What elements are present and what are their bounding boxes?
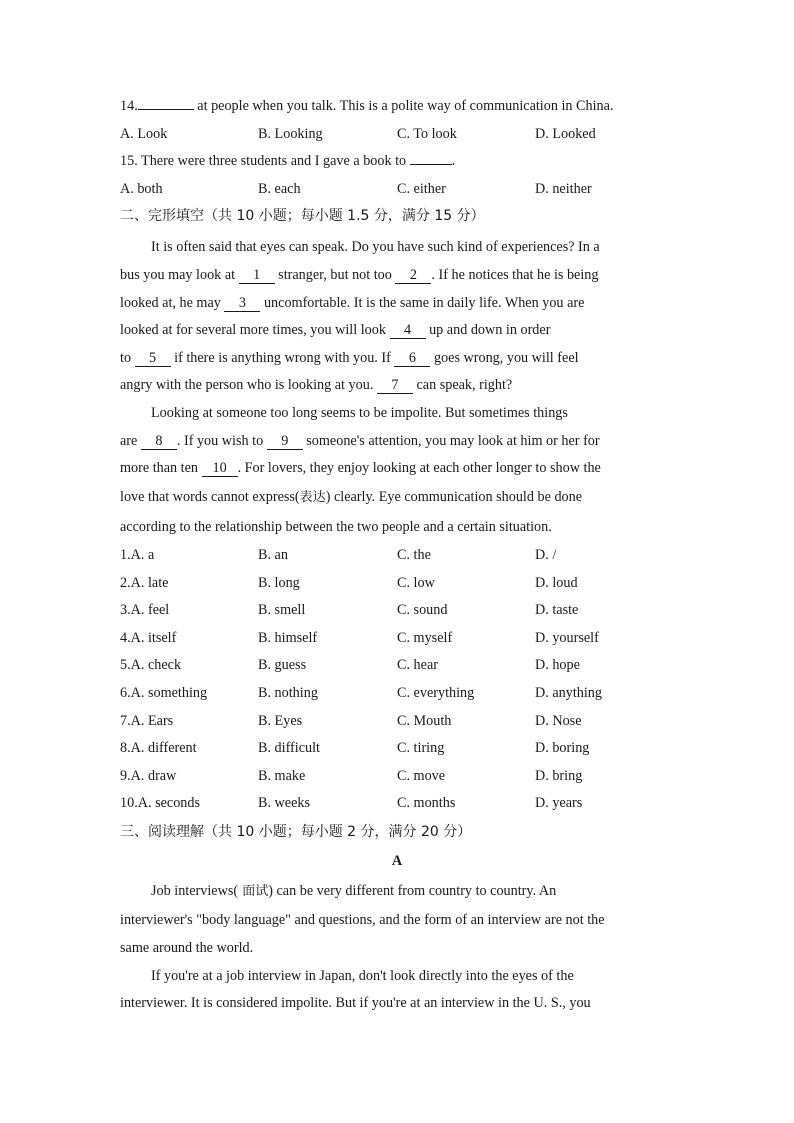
cloze-text: are (120, 433, 141, 449)
cloze-text: . For lovers, they enjoy looking at each other longer to show the (237, 460, 601, 476)
cloze-q10-option-c[interactable]: C. months (397, 795, 456, 811)
question-15-blank[interactable] (410, 164, 452, 165)
reading-heading: 三、阅读理解（共 10 小题；每小题 2 分，满分 20 分） (120, 824, 472, 840)
cloze-line: Looking at someone too long seems to be impolite. But sometimes things (151, 405, 568, 421)
cloze-q5-option-c[interactable]: C. hear (397, 657, 438, 673)
question-14 (120, 97, 614, 115)
reading-line (151, 882, 556, 901)
cloze-q1-option-d[interactable]: D. / (535, 547, 557, 563)
reading-line: If you're at a job interview in Japan, don't look directly into the eyes of the (151, 968, 574, 984)
question-15-end: . (451, 153, 456, 169)
cloze-q1-option-c[interactable]: C. the (397, 547, 431, 563)
cloze-line (120, 459, 601, 477)
cloze-line (120, 294, 584, 312)
cloze-q3-option-a[interactable]: 3.A. feel (120, 602, 170, 618)
cloze-blank-2[interactable]: 2 (395, 268, 431, 284)
question-15-text: 15. There were three students and I gave a book to (120, 153, 410, 169)
question-14-text: at people when you talk. This is a polite way of communication in China. (193, 98, 614, 114)
cloze-blank-4[interactable]: 4 (390, 323, 426, 339)
cloze-text: up and down in order (425, 322, 551, 338)
cloze-text: more than ten (120, 460, 202, 476)
cloze-q5-option-d[interactable]: D. hope (535, 657, 580, 673)
cloze-q2-option-a[interactable]: 2.A. late (120, 575, 169, 591)
cloze-text: can speak, right? (412, 377, 513, 393)
cloze-line (120, 376, 512, 394)
reading-line: interviewer. It is considered impolite. But if you're at an interview in the U. S., you (120, 995, 591, 1011)
cloze-blank-1[interactable]: 1 (239, 268, 275, 284)
cloze-text: stranger, but not too (274, 267, 396, 283)
cloze-text: love that words cannot express( (120, 489, 300, 505)
cloze-q1-option-b[interactable]: B. an (258, 547, 288, 563)
cloze-q4-option-a[interactable]: 4.A. itself (120, 630, 177, 646)
cloze-text: to (120, 350, 135, 366)
section-label: A (391, 853, 403, 869)
cloze-line (120, 321, 550, 339)
cloze-q8-option-d[interactable]: D. boring (535, 740, 590, 756)
cloze-q3-option-d[interactable]: D. taste (535, 602, 579, 618)
cloze-q3-option-b[interactable]: B. smell (258, 602, 306, 618)
option-c[interactable]: C. either (397, 181, 446, 197)
cloze-blank-9[interactable]: 9 (267, 434, 303, 450)
cloze-q10-option-b[interactable]: B. weeks (258, 795, 311, 811)
cloze-text: uncomfortable. It is the same in daily life. When you are (260, 295, 585, 311)
cloze-blank-6[interactable]: 6 (394, 351, 430, 367)
cloze-line (120, 349, 579, 367)
cloze-heading: 二、完形填空（共 10 小题；每小题 1.5 分，满分 15 分） (120, 208, 485, 224)
cloze-blank-7[interactable]: 7 (377, 378, 413, 394)
cloze-q10-option-a[interactable]: 10.A. seconds (120, 795, 200, 811)
cloze-q7-option-a[interactable]: 7.A. Ears (120, 713, 174, 729)
cloze-text: bus you may look at (120, 267, 239, 283)
cloze-q9-option-c[interactable]: C. move (397, 768, 446, 784)
cloze-text: someone's attention, you may look at him or her for (302, 433, 600, 449)
cloze-text: goes wrong, you will feel (430, 350, 579, 366)
reading-line: same around the world. (120, 940, 254, 956)
cloze-line (120, 432, 600, 450)
cloze-q6-option-c[interactable]: C. everything (397, 685, 475, 701)
option-b[interactable]: B. each (258, 181, 301, 197)
cloze-q6-option-d[interactable]: D. anything (535, 685, 602, 701)
cloze-text: . If you wish to (176, 433, 267, 449)
cloze-q2-option-c[interactable]: C. low (397, 575, 435, 591)
cloze-q8-option-a[interactable]: 8.A. different (120, 740, 197, 756)
cloze-line (120, 266, 598, 284)
option-a[interactable]: A. Look (120, 126, 168, 142)
cloze-blank-5[interactable]: 5 (135, 351, 171, 367)
reading-text: Job interviews( (151, 883, 239, 899)
reading-gloss: 面试 (238, 884, 269, 899)
cloze-q3-option-c[interactable]: C. sound (397, 602, 448, 618)
question-14-blank[interactable] (138, 109, 194, 110)
cloze-text: angry with the person who is looking at you. (120, 377, 377, 393)
cloze-text: ) clearly. Eye communication should be done (325, 489, 583, 505)
cloze-line: It is often said that eyes can speak. Do you have such kind of experiences? In a (151, 239, 600, 255)
cloze-line (120, 488, 582, 507)
reading-line: interviewer's "body language" and questions, and the form of an interview are not the (120, 912, 605, 928)
option-d[interactable]: D. neither (535, 181, 592, 197)
option-c[interactable]: C. To look (397, 126, 457, 142)
cloze-q6-option-a[interactable]: 6.A. something (120, 685, 208, 701)
cloze-q7-option-c[interactable]: C. Mouth (397, 713, 452, 729)
cloze-blank-8[interactable]: 8 (141, 434, 177, 450)
cloze-text: looked at, he may (120, 295, 225, 311)
cloze-gloss: 表达 (299, 490, 326, 505)
cloze-q8-option-c[interactable]: C. tiring (397, 740, 445, 756)
cloze-q2-option-d[interactable]: D. loud (535, 575, 578, 591)
cloze-q5-option-a[interactable]: 5.A. check (120, 657, 182, 673)
cloze-text: if there is anything wrong with you. If (170, 350, 395, 366)
cloze-q1-option-a[interactable]: 1.A. a (120, 547, 155, 563)
cloze-q4-option-b[interactable]: B. himself (258, 630, 318, 646)
cloze-q9-option-d[interactable]: D. bring (535, 768, 583, 784)
cloze-q2-option-b[interactable]: B. long (258, 575, 300, 591)
cloze-q7-option-d[interactable]: D. Nose (535, 713, 582, 729)
option-d[interactable]: D. Looked (535, 126, 596, 142)
cloze-q10-option-d[interactable]: D. years (535, 795, 583, 811)
reading-text: ) can be very different from country to country. An (268, 883, 557, 899)
cloze-blank-10[interactable]: 10 (202, 461, 238, 477)
option-b[interactable]: B. Looking (258, 126, 323, 142)
question-15 (120, 152, 455, 170)
cloze-q8-option-b[interactable]: B. difficult (258, 740, 321, 756)
option-a[interactable]: A. both (120, 181, 163, 197)
cloze-text: . If he notices that he is being (431, 267, 599, 283)
cloze-blank-3[interactable]: 3 (224, 296, 260, 312)
cloze-q5-option-b[interactable]: B. guess (258, 657, 307, 673)
cloze-q6-option-b[interactable]: B. nothing (258, 685, 318, 701)
cloze-text: looked at for several more times, you will look (120, 322, 390, 338)
cloze-q9-option-b[interactable]: B. make (258, 768, 306, 784)
cloze-q9-option-a[interactable]: 9.A. draw (120, 768, 177, 784)
cloze-q4-option-c[interactable]: C. myself (397, 630, 453, 646)
cloze-line: according to the relationship between the two people and a certain situation. (120, 519, 552, 535)
question-14-number: 14. (120, 98, 138, 114)
cloze-q7-option-b[interactable]: B. Eyes (258, 713, 303, 729)
cloze-q4-option-d[interactable]: D. yourself (535, 630, 599, 646)
